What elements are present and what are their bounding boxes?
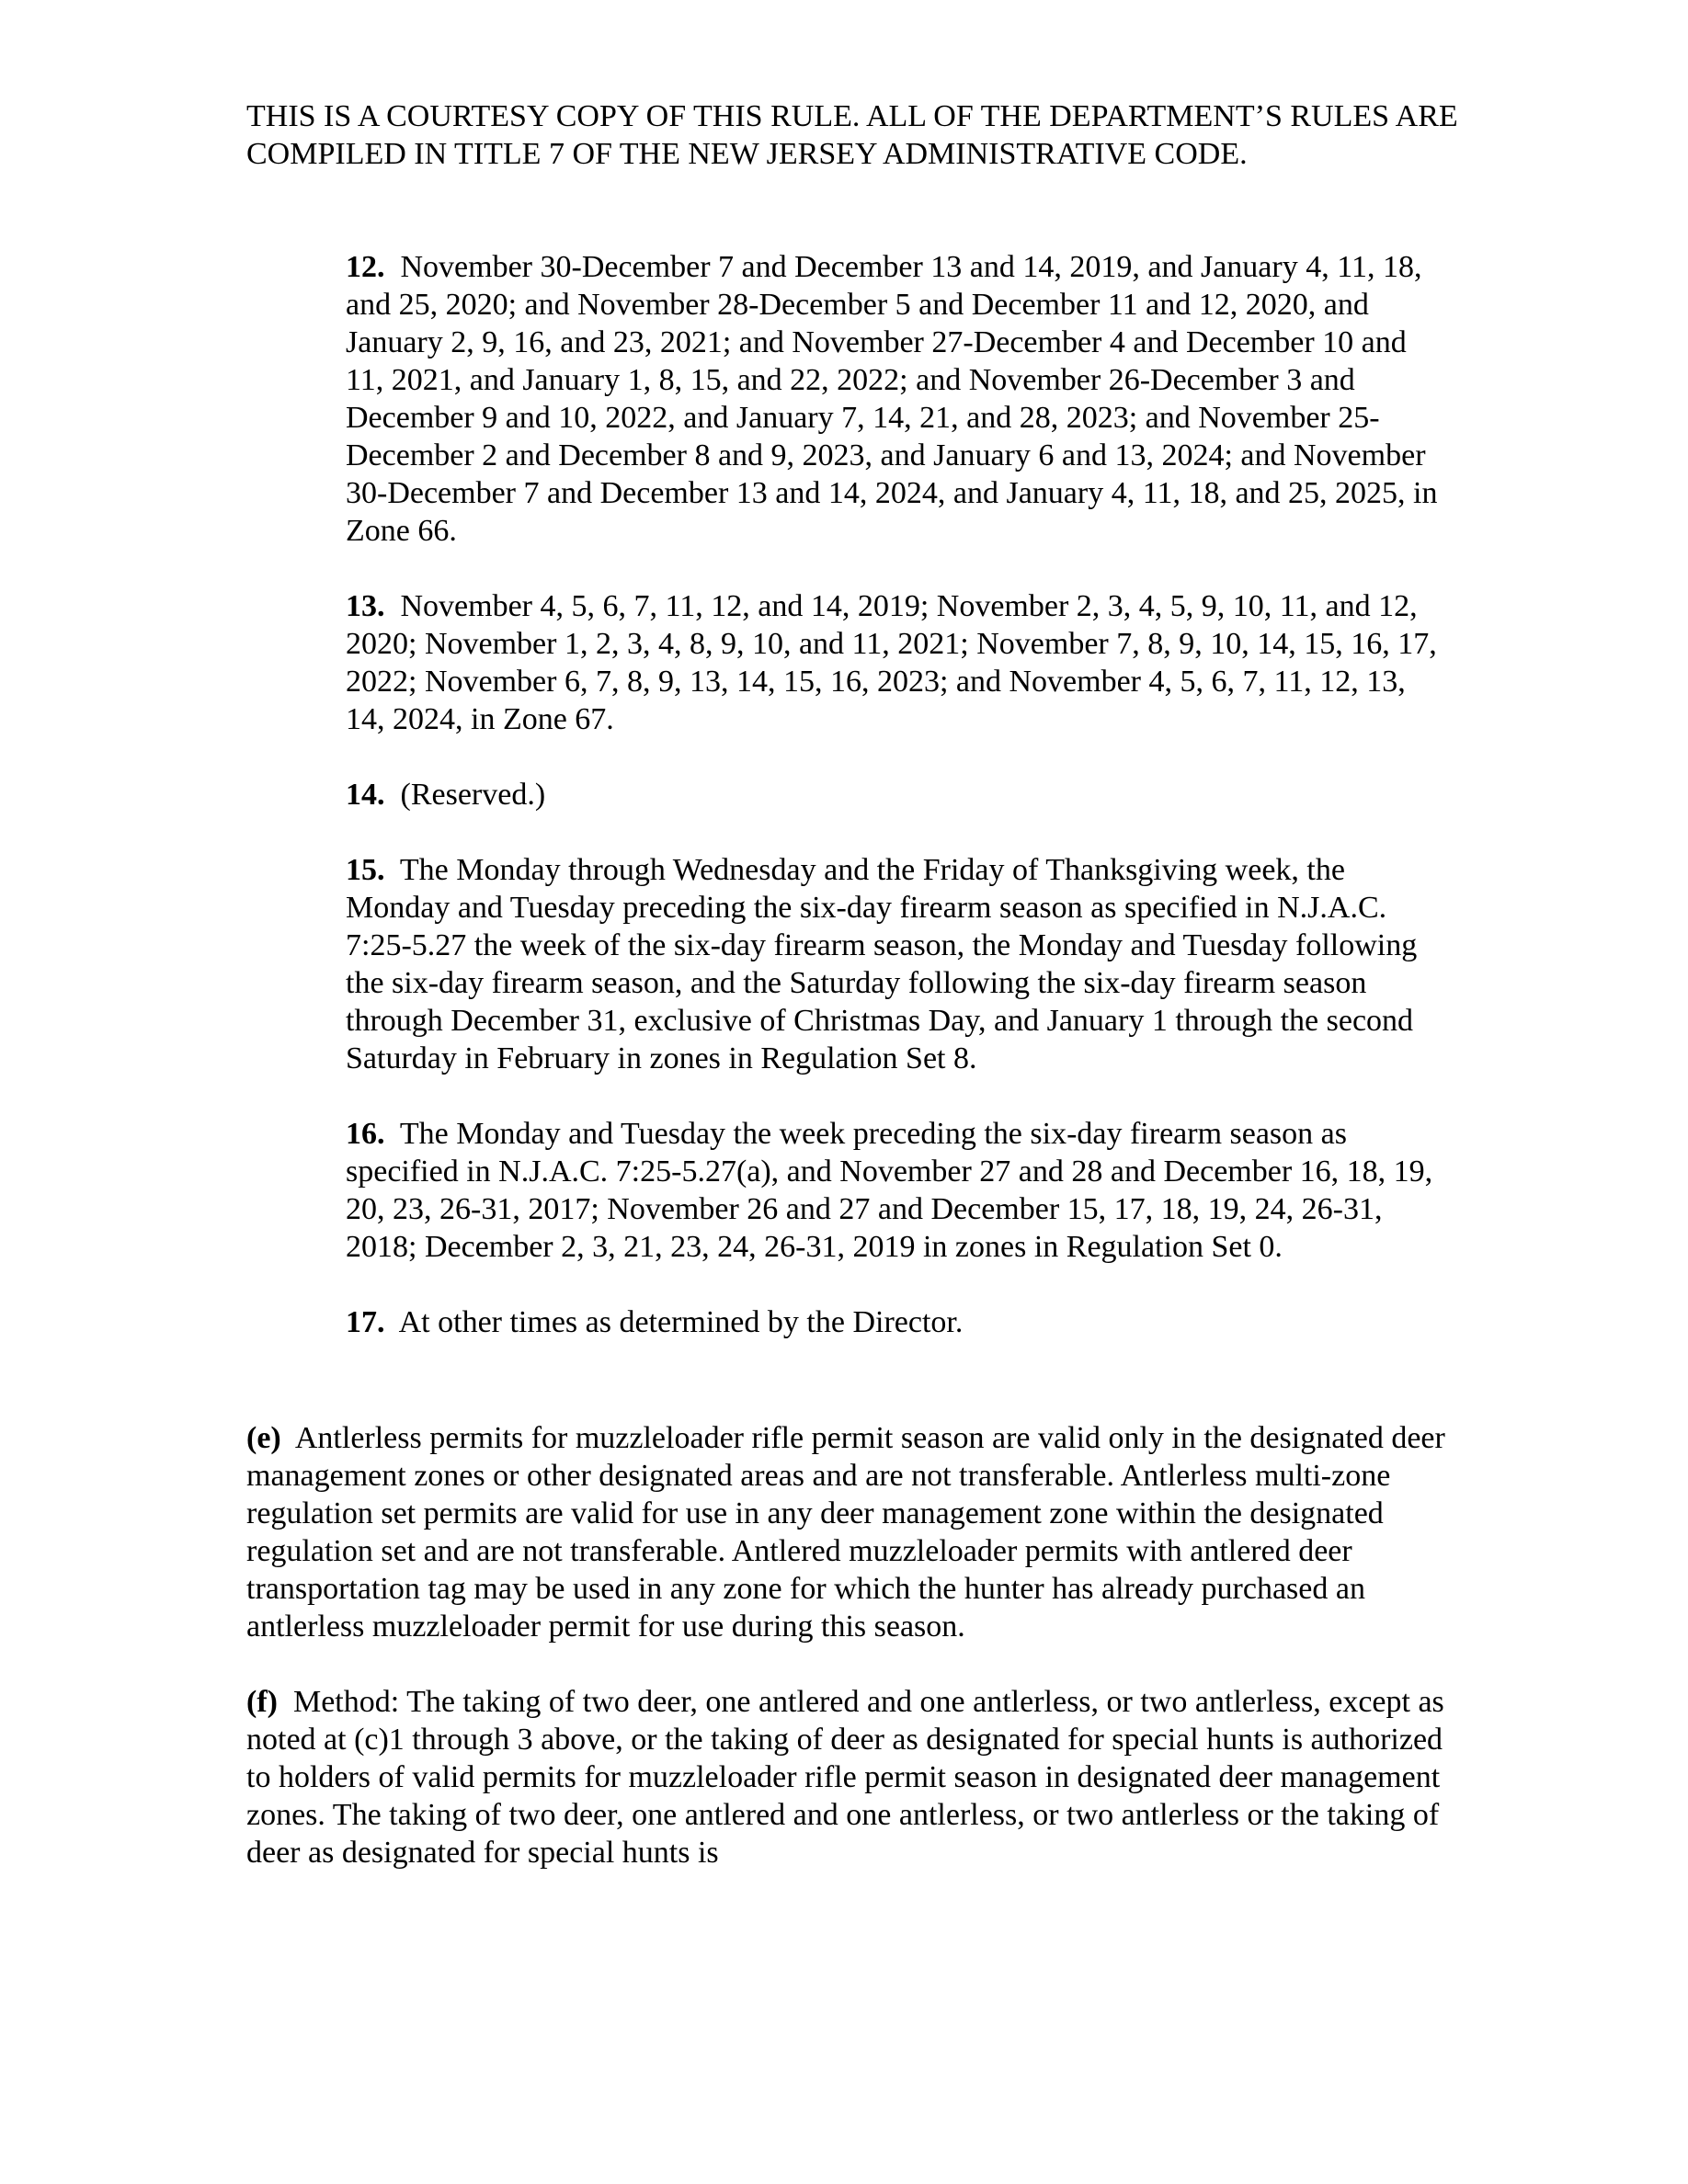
list-item-17 [346,1303,1449,1341]
item-number: 16. [346,1117,385,1151]
subsections [246,1419,1451,1909]
item-text: The Monday through Wednesday and the Friday of Thanksgiving week, the Monday and Tuesday preceding the six-day firearm season as specified in N.J.A.C. 7:25-5.27 the week of the six-day firearm season, the Monday and Tuesday following the six-day firearm season, and the Saturday following the six-day firearm season through December 31, exclusive of Christmas Day, and January 1 through the second Saturday in February in zones in Regulation Set 8. [346,853,1418,1075]
subsection-text: Method: The taking of two deer, one antlered and one antlerless, or two antlerless, except as noted at (c)1 through 3 above, or the taking of deer as designated for special hunts is authorized to holders of valid permits for muzzleloader rifle permit season in designated deer management zones. The taking of two deer, one antlered and one antlerless, or two antlerless or the taking of deer as designated for special hunts is [246,1685,1444,1870]
item-number: 13. [346,589,385,623]
item-number: 12. [346,250,385,284]
subsection-label: (e) [246,1421,281,1455]
item-number: 17. [346,1305,385,1339]
item-text: (Reserved.) [400,778,546,812]
item-text: The Monday and Tuesday the week preceding the six-day firearm season as specified in N.J.A.C. 7:25-5.27(a), and November 27 and 28 and December 16, 18, 19, 20, 23, 26-31, 2017; November 26 and 27 and December 15, 17, 18, 19, 24, 26-31, 2018; December 2, 3, 21, 23, 24, 26-31, 2019 in zones in Regulation Set 0. [346,1117,1433,1264]
subsection-text: Antlerless permits for muzzleloader rifle permit season are valid only in the designated deer management zones or other designated areas and are not transferable. Antlerless multi-zone regulation set permits are valid for use in any deer management zone within the designated regulation set and are not transferable. Antlered muzzleloader permits with antlered deer transportation tag may be used in any zone for which the hunter has already purchased an antlerless muzzleloader permit for use during this season. [246,1421,1445,1644]
item-text: November 30-December 7 and December 13 and 14, 2019, and January 4, 11, 18, and 25, 2020; and November 28-December 5 and December 11 and 12, 2020, and January 2, 9, 16, and 23, 2021; and November 27-December 4 and December 10 and 11, 2021, and January 1, 8, 15, and 22, 2022; and November 26-December 3 and December 9 and 10, 2022, and January 7, 14, 21, and 28, 2023; and November 25-December 2 and December 8 and 9, 2023, and January 6 and 13, 2024; and November 30-December 7 and December 13 and 14, 2024, and January 4, 11, 18, and 25, 2025, in Zone 66. [346,250,1438,548]
list-item-16 [346,1115,1449,1266]
item-number: 14. [346,778,385,812]
list-item-14 [346,776,1449,813]
item-number: 15. [346,853,385,887]
item-text: At other times as determined by the Director. [398,1305,964,1339]
list-item-13 [346,587,1449,738]
item-text: November 4, 5, 6, 7, 11, 12, and 14, 2019; November 2, 3, 4, 5, 9, 10, 11, and 12, 2020; November 1, 2, 3, 4, 8, 9, 10, and 11, 2021; November 7, 8, 9, 10, 14, 15, 16, 17, 2022; November 6, 7, 8, 9, 13, 14, 15, 16, 2023; and November 4, 5, 6, 7, 11, 12, 13, 14, 2024, in Zone 67. [346,589,1437,736]
list-item-12 [346,248,1449,550]
courtesy-copy-notice: THIS IS A COURTESY COPY OF THIS RULE. ALL OF THE DEPARTMENT’S RULES ARE COMPILED IN TITLE 7 OF THE NEW JERSEY ADMINISTRATIVE CODE. [246,99,1458,171]
subsection-e [246,1419,1451,1645]
numbered-list [346,248,1449,1379]
subsection-label: (f) [246,1685,278,1719]
subsection-f [246,1683,1451,1871]
list-item-15 [346,851,1449,1077]
